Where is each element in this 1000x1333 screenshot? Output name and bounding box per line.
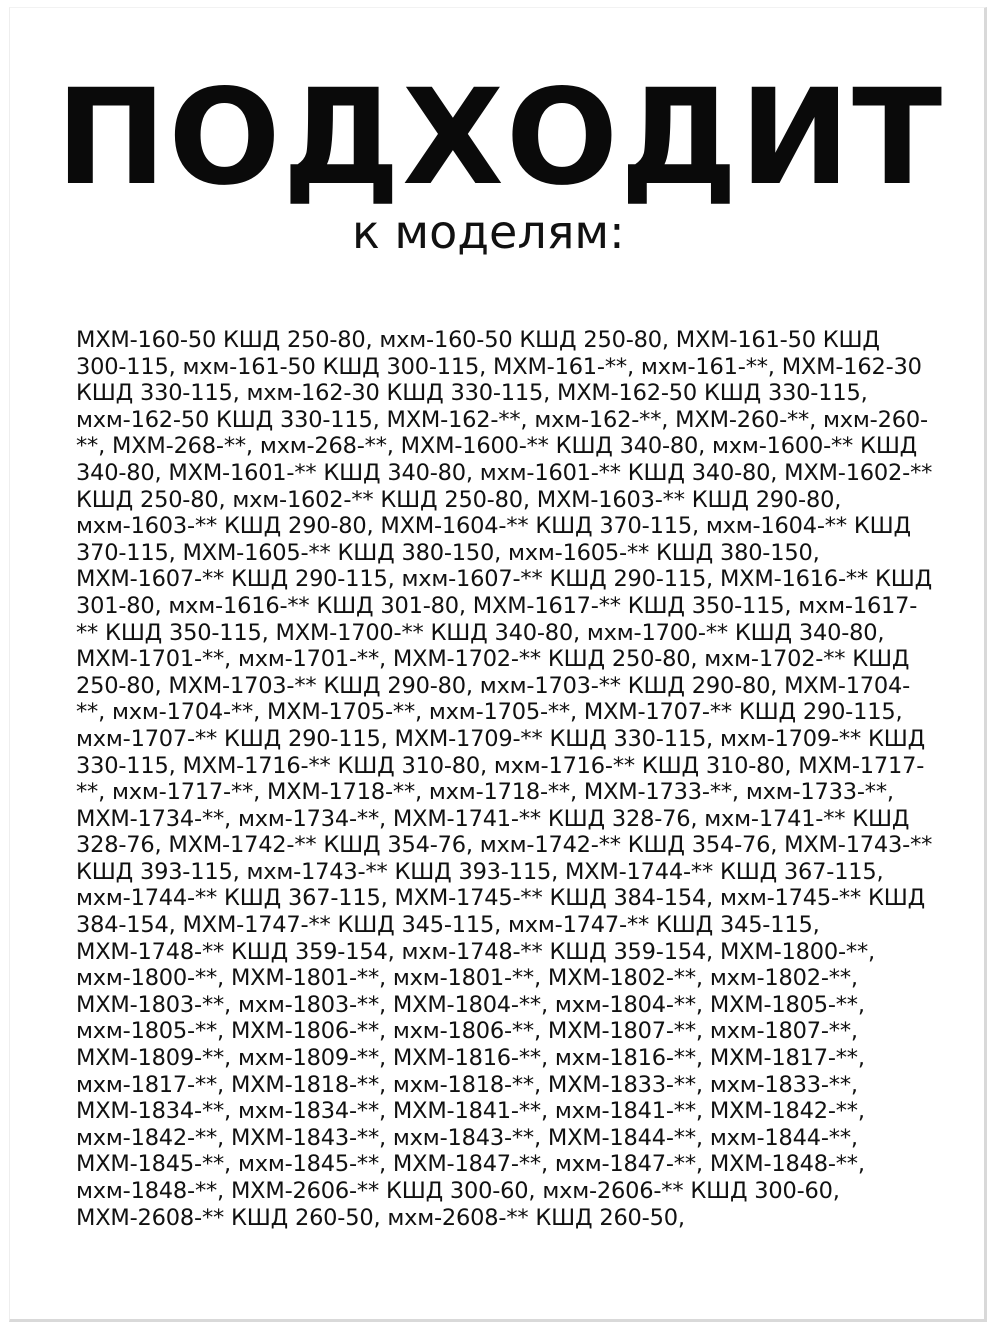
page-subtitle: к моделям: bbox=[352, 205, 625, 259]
compatible-models-list: МХМ-160-50 КШД 250-80, мхм-160-50 КШД 250-80, МХМ-161-50 КШД 300-115, мхм-161-50 КШД 300-115, МХМ-161-**, мхм-161-**, МХМ-162-30 КШД 330-115, мхм-162-30 КШД 330-115, МХМ-162-50 КШД 330-115, мхм-162-50 КШД 330-115, МХМ-162-**, мхм-162-**, МХМ-260-**, мхм-260-**, МХМ-268-**, мхм-268-**, МХМ-1600-** КШД 340-80, мхм-1600-** КШД 340-80, МХМ-1601-** КШД 340-80, мхм-1601-** КШД 340-80, МХМ-1602-** КШД 250-80, мхм-1602-** КШД 250-80, МХМ-1603-** КШД 290-80, мхм-1603-** КШД 290-80, МХМ-1604-** КШД 370-115, мхм-1604-** КШД 370-115, МХМ-1605-** КШД 380-150, мхм-1605-** КШД 380-150, МХМ-1607-** КШД 290-115, мхм-1607-** КШД 290-115, МХМ-1616-** КШД 301-80, мхм-1616-** КШД 301-80, МХМ-1617-** КШД 350-115, мхм-1617-** КШД 350-115, МХМ-1700-** КШД 340-80, мхм-1700-** КШД 340-80, МХМ-1701-**, мхм-1701-**, МХМ-1702-** КШД 250-80, мхм-1702-** КШД 250-80, МХМ-1703-** КШД 290-80, мхм-1703-** КШД 290-80, МХМ-1704-**, мхм-1704-**, МХМ-1705-**, мхм-1705-**, МХМ-1707-** КШД 290-115, мхм-1707-** КШД 290-115, МХМ-1709-** КШД 330-115, мхм-1709-** КШД 330-115, МХМ-1716-** КШД 310-80, мхм-1716-** КШД 310-80, МХМ-1717-**, мхм-1717-**, МХМ-1718-**, мхм-1718-**, МХМ-1733-**, мхм-1733-**, МХМ-1734-**, мхм-1734-**, МХМ-1741-** КШД 328-76, мхм-1741-** КШД 328-76, МХМ-1742-** КШД 354-76, мхм-1742-** КШД 354-76, МХМ-1743-** КШД 393-115, мхм-1743-** КШД 393-115, МХМ-1744-** КШД 367-115, мхм-1744-** КШД 367-115, МХМ-1745-** КШД 384-154, мхм-1745-** КШД 384-154, МХМ-1747-** КШД 345-115, мхм-1747-** КШД 345-115, МХМ-1748-** КШД 359-154, мхм-1748-** КШД 359-154, МХМ-1800-**, мхм-1800-**, МХМ-1801-**, мхм-1801-**, МХМ-1802-**, мхм-1802-**, МХМ-1803-**, мхм-1803-**, МХМ-1804-**, мхм-1804-**, МХМ-1805-**, мхм-1805-**, МХМ-1806-**, мхм-1806-**, МХМ-1807-**, мхм-1807-**, МХМ-1809-**, мхм-1809-**, МХМ-1816-**, мхм-1816-**, МХМ-1817-**, мхм-1817-**, МХМ-1818-**, мхм-1818-**, МХМ-1833-**, мхм-1833-**, МХМ-1834-**, мхм-1834-**, МХМ-1841-**, мхм-1841-**, МХМ-1842-**, мхм-1842-**, МХМ-1843-**, мхм-1843-**, МХМ-1844-**, мхм-1844-**, МХМ-1845-**, мхм-1845-**, МХМ-1847-**, мхм-1847-**, МХМ-1848-**, мхм-1848-**, МХМ-2606-** КШД 300-60, мхм-2606-** КШД 300-60, МХМ-2608-** КШД 260-50, мхм-2608-** КШД 260-50, bbox=[76, 327, 933, 1231]
page-title: ПОДХОДИТ bbox=[55, 61, 945, 215]
